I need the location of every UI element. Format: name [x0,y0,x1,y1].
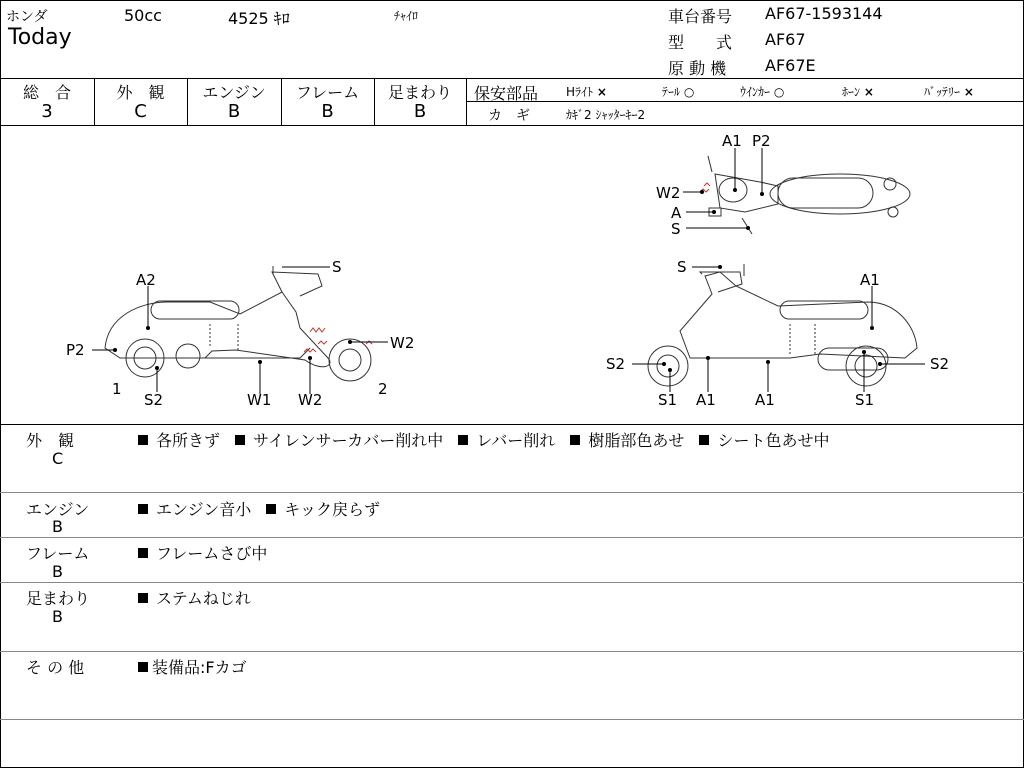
label-top-s: S [671,220,681,238]
divider [0,78,1024,79]
remark-item: フレームさび中 [138,544,267,563]
label-right-s2b: S2 [930,355,950,373]
divider [0,492,1024,493]
type-label: 型 式 [668,33,733,52]
label-left-w1: W1 [247,391,272,409]
remark-suspension-items [138,586,261,609]
divider [0,719,1024,720]
key-label: カ ギ [488,108,530,124]
label-left-a2: A2 [136,271,156,289]
safety-item-tail: ﾃｰﾙ ○ [662,85,695,99]
maker: ホンダ [6,9,48,25]
safety-item-battery: ﾊﾞｯﾃﾘｰ × [924,85,974,99]
divider [0,582,1024,583]
label-right-a1: A1 [860,271,880,289]
label-left-s: S [332,258,342,276]
remark-suspension-label: 足まわり [26,589,91,608]
grade-header-suspension: 足まわり [387,83,452,102]
label-top-a: A [671,204,682,222]
divider [466,101,1024,102]
safety-label: 保安部品 [474,84,539,103]
grade-header-overall: 総 合 [22,83,71,102]
grade-header-exterior: 外 観 [116,83,165,102]
remark-exterior-label: 外 観 [26,431,75,450]
label-right-s: S [677,258,687,276]
label-right-a1c: A1 [755,391,775,409]
remark-engine-label: エンジン [26,500,90,519]
type-value: AF67 [765,30,806,49]
leader-dots [113,188,882,372]
remark-item: 樹脂部色あせ [570,431,684,450]
key-value: ｶｷﾞ2 ｼｬｯﾀｰｷｰ2 [566,108,646,122]
label-right-a1b: A1 [696,391,716,409]
label-right-s1a: S1 [658,391,678,409]
grade-overall: 3 [41,101,53,122]
color: ﾁｬｲﾛ [394,9,419,23]
label-left-s2: S2 [144,391,164,409]
scooter-diagrams [0,126,1024,424]
engine-label: 原 動 機 [668,59,727,78]
remark-item: レバー削れ [458,431,555,450]
grade-frame: B [321,101,334,122]
remark-item: シート色あせ中 [699,431,829,450]
damage-marks [304,183,710,352]
remark-item: サイレンサーカバー削れ中 [235,431,443,450]
engine-value: AF67E [765,56,816,75]
label-left-1: 1 [112,380,122,398]
divider [0,537,1024,538]
remark-frame-items [138,541,277,564]
mileage: 4525 ｷﾛ [228,9,290,28]
safety-item-horn: ﾎｰﾝ × [842,85,874,99]
label-left-w2b: W2 [298,391,323,409]
grade-engine: B [227,101,241,122]
remark-item: キック戻らず [266,500,380,519]
remark-engine-items [138,497,390,520]
remark-item: 各所きず [138,431,220,450]
label-right-s2a: S2 [606,355,626,373]
grade-header-engine: エンジン [202,83,266,102]
label-left-p2: P2 [66,341,85,359]
remark-frame-grade: B [52,562,63,581]
remark-item: ステムねじれ [138,589,251,608]
label-top-a1: A1 [722,132,742,150]
grade-header-frame: フレーム [295,83,360,102]
label-left-w2: W2 [390,334,415,352]
remark-other-label: そ の 他 [26,658,85,677]
remark-item: エンジン音小 [138,500,251,519]
remark-engine-grade: B [52,517,63,536]
model-name: Today [8,25,72,50]
divider [0,424,1024,425]
divider [466,78,467,125]
remark-suspension-grade: B [52,607,63,626]
divider [0,651,1024,652]
remark-exterior-items [138,428,839,451]
label-left-2: 2 [378,380,388,398]
label-top-w2: W2 [656,184,681,202]
label-top-p2: P2 [752,132,771,150]
grade-suspension: B [413,101,427,122]
grade-exterior: C [134,101,147,122]
displacement: 50cc [124,6,162,25]
remark-frame-label: フレーム [26,544,90,563]
scooter-top-view [708,156,910,234]
frame-no-label: 車台番号 [668,7,733,26]
remark-item: 装備品:Fカゴ [138,658,247,677]
remark-other-items [138,655,257,678]
safety-item-headlight: Hﾗｲﾄ × [566,85,607,99]
frame-no: AF67-1593144 [765,4,883,23]
label-right-s1b: S1 [855,391,875,409]
remark-exterior-grade: C [52,449,64,468]
safety-item-winker: ｳｲﾝｶｰ ○ [740,85,785,99]
